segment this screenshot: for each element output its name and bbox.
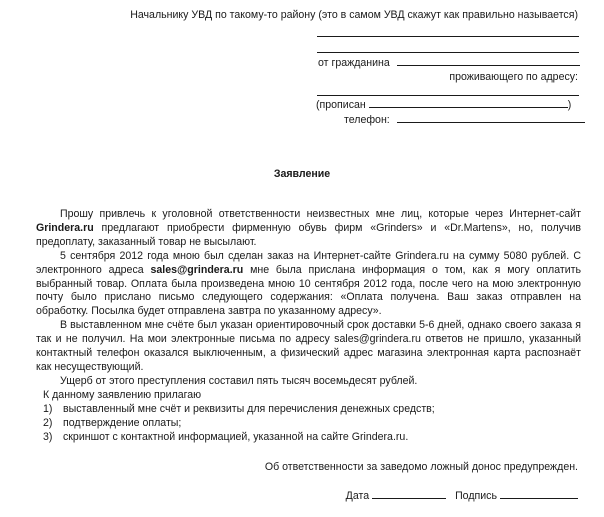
attachment-num-1: 1) xyxy=(43,402,53,415)
registered-label: (прописан xyxy=(316,99,366,111)
registered-blank xyxy=(369,98,568,108)
p1-site: Grindera.ru xyxy=(36,221,94,234)
attachment-text-1: выставленный мне счёт и реквизиты для перечисления денежных средств; xyxy=(63,402,435,415)
attachment-item-1 xyxy=(36,403,581,417)
p1-text-b: предлагают приобрести фирменную обувь фирм «Grinders» и «Dr.Martens», но, получив предоплату, заказанный товар не высылают. xyxy=(36,221,581,248)
date-signature-row xyxy=(346,489,578,502)
p2-text-b: мне была прислана информация о том, как я могу оплатить выбранный товар. Оплата была произведена мною 10 сентября 2012 года, после чего на мою электронную почту было прислано письмо следующего содержания: «Оплата получена. Ваш заказ отправлен на обработку. Посылка будет отправлена завтра по указанному адресу». xyxy=(36,263,581,318)
registered-row xyxy=(316,98,571,111)
attachment-text-3: скриншот с контактной информацией, указанной на сайте Grindera.ru. xyxy=(63,430,409,443)
false-report-warning: Об ответственности за заведомо ложный донос предупрежден. xyxy=(264,461,578,473)
residence-blank xyxy=(317,86,579,96)
paragraph-5: К данному заявлению прилагаю xyxy=(43,388,202,401)
phone-label: телефон: xyxy=(344,114,390,126)
from-label: от гражданина xyxy=(318,57,390,69)
attachment-num-3: 3) xyxy=(43,430,53,443)
paragraph-2 xyxy=(36,250,581,320)
signature-blank xyxy=(500,489,578,499)
p2-text-a: 5 сентября 2012 года мною был сделан заказ на Интернет-сайте Grindera.ru на сумму 5080 рублей. С электронного адреса xyxy=(36,249,581,276)
p1-text-a: Прошу привлечь к уголовной ответственности неизвестных мне лиц, которые через Интернет-сайт xyxy=(60,208,581,220)
attachment-item-2 xyxy=(36,417,581,431)
signature-label: Подпись xyxy=(455,490,497,502)
phone-blank xyxy=(397,113,585,123)
phone-row xyxy=(344,113,585,126)
document-title: Заявление xyxy=(273,168,331,180)
citizen-name-blank xyxy=(397,56,580,66)
attachment-item-3 xyxy=(36,431,581,445)
from-citizen-row xyxy=(318,56,580,69)
blank-line-1 xyxy=(317,27,579,37)
statement-body xyxy=(36,208,581,444)
attachment-num-2: 2) xyxy=(43,416,53,429)
p2-email: sales@grindera.ru xyxy=(150,263,244,276)
paragraph-3: В выставленном мне счёте был указан ориентировочный срок доставки 5-6 дней, однако своего заказа я так и не получил. На мои электронные письма по адресу sales@grindera.ru ответов не пришло, указанный контактный телефон оказался выключенным, а физический адрес магазина электронная карта распознаёт как несуществующий. xyxy=(36,319,581,373)
residence-label: проживающего по адресу: xyxy=(449,71,578,83)
addressee-line: Начальнику УВД по такому-то району (это в самом УВД скажут как правильно называется) xyxy=(130,9,578,21)
blank-line-2 xyxy=(317,43,579,53)
paragraph-1 xyxy=(36,208,581,250)
registered-close: ) xyxy=(567,99,572,111)
paragraph-4: Ущерб от этого преступления составил пять тысяч восемьдесят рублей. xyxy=(60,374,418,387)
attachment-text-2: подтверждение оплаты; xyxy=(63,416,182,429)
date-label: Дата xyxy=(345,490,370,502)
date-blank xyxy=(372,489,446,499)
